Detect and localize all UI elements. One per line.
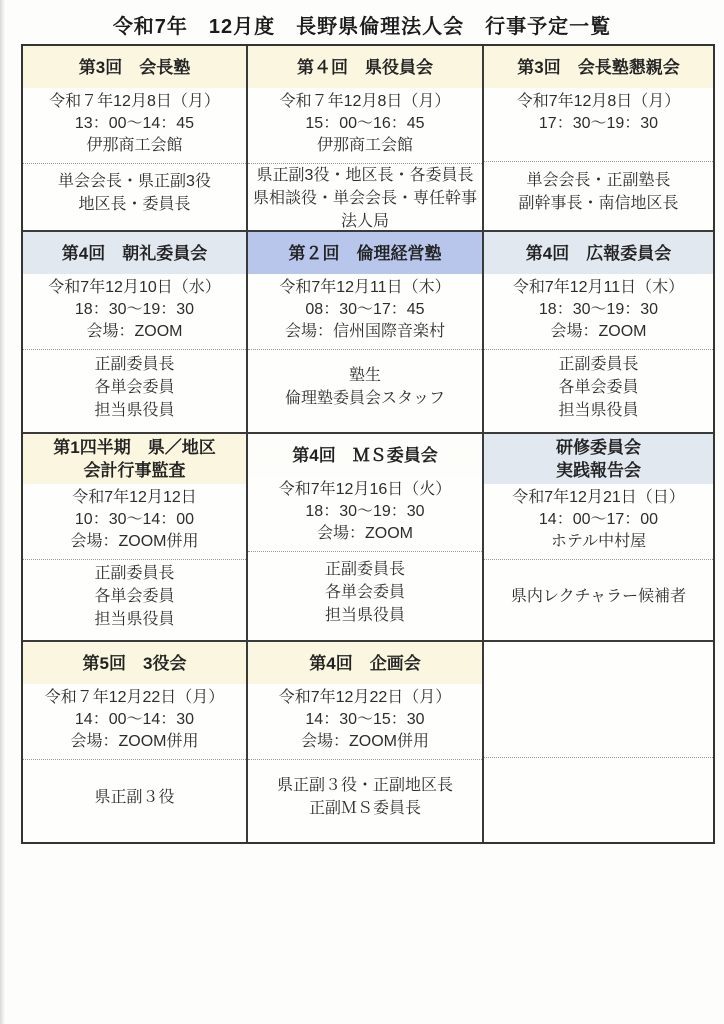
event-date: 令和７年12月22日（月） (44, 689, 225, 706)
event-schedule (484, 684, 713, 757)
event-cell (23, 232, 248, 434)
event-schedule (484, 484, 713, 559)
event-date: 令和7年12月11日（木） (512, 279, 685, 296)
event-upper-section (484, 434, 713, 560)
event-venue: 会場：ZOOM併用 (301, 733, 429, 750)
event-date: 令和7年12月21日（日） (512, 489, 685, 506)
participant-line: 正副ＭＳ委員長 (308, 800, 421, 817)
event-schedule (248, 476, 482, 551)
event-date: 令和7年12月10日（水） (48, 279, 221, 296)
event-title (484, 434, 713, 484)
event-title-line: 第5回 3役会 (82, 653, 187, 673)
event-venue: 伊那商工会館 (86, 137, 183, 154)
event-title (248, 434, 482, 476)
event-title (23, 642, 246, 684)
event-schedule (248, 88, 482, 163)
participant-line: 県正副３役・正副地区長 (276, 777, 453, 794)
event-date: 令和7年12月16日（火） (278, 481, 452, 498)
event-venue: 会場：ZOOM (317, 525, 413, 542)
event-participants (23, 560, 246, 640)
event-date: 令和7年12月8日（月） (516, 93, 681, 110)
event-cell (248, 46, 484, 232)
event-title-line: 第4回 企画会 (309, 653, 421, 673)
event-schedule (23, 484, 246, 559)
event-upper-section (23, 642, 246, 760)
event-title-line: 第４回 県役員会 (297, 57, 433, 77)
participant-line: 単会会長・県正副3役 (58, 173, 211, 190)
event-time: 15：00～16：45 (305, 115, 425, 132)
event-cell (484, 46, 713, 232)
event-date: 令和7年12月12日 (72, 489, 197, 506)
event-upper-section (248, 434, 482, 552)
event-schedule (23, 88, 246, 163)
event-upper-section (23, 46, 246, 164)
participant-line: 担当県役員 (94, 610, 175, 628)
event-participants (248, 760, 482, 842)
event-participants (248, 164, 482, 232)
event-venue: 会場：ZOOM併用 (70, 533, 199, 550)
event-participants (248, 350, 482, 432)
participant-line: 各単会委員 (94, 378, 175, 396)
document-title: 令和7年 12月度 長野県倫理法人会 行事予定一覧 (112, 16, 612, 38)
empty-cell (484, 642, 713, 842)
event-cell (23, 642, 248, 842)
event-schedule (484, 88, 713, 161)
event-schedule (248, 274, 482, 349)
event-participants (484, 162, 713, 230)
participant-line: 担当県役員 (94, 401, 175, 419)
participant-line: 各単会委員 (94, 587, 175, 605)
event-title-line: 第1四半期 県／地区 (53, 438, 216, 457)
event-time: 13：00～14：45 (74, 115, 195, 132)
participant-line: 県正副3役・地区長・各委員長 (256, 167, 474, 184)
event-time: 14：30～15：30 (305, 711, 425, 728)
event-time: 17：30～19：30 (538, 115, 659, 132)
event-participants (23, 164, 246, 230)
event-schedule (23, 684, 246, 759)
participant-line: 正副委員長 (558, 355, 639, 373)
event-title (23, 232, 246, 274)
event-cell (248, 232, 484, 434)
participant-line: 担当県役員 (558, 401, 639, 419)
event-cell (248, 642, 484, 842)
event-title-line: 研修委員会 (556, 438, 641, 457)
participant-line: 県内レクチャラー候補者 (510, 587, 687, 605)
participant-line: 単会会長・正副塾長 (526, 172, 671, 189)
event-cell (23, 46, 248, 232)
event-participants (23, 350, 246, 432)
event-title (484, 46, 713, 88)
event-title (23, 46, 246, 88)
event-title-line: 会計行事監査 (83, 461, 186, 480)
event-cell (484, 434, 713, 642)
participant-line: 県相談役・単会会長・専任幹事 (252, 190, 477, 207)
event-venue: 伊那商工会館 (316, 137, 413, 154)
event-upper-section (484, 46, 713, 162)
event-title (23, 434, 246, 484)
event-upper-section (484, 232, 713, 350)
event-participants (484, 560, 713, 640)
event-time: 08：30～17：45 (305, 301, 425, 318)
event-title (248, 232, 482, 274)
event-upper-section (23, 434, 246, 560)
event-time: 18：30～19：30 (74, 301, 195, 318)
event-time: 10：30～14：00 (74, 511, 195, 528)
event-title-line: 第4回 朝礼委員会 (61, 243, 208, 263)
event-title (248, 642, 482, 684)
event-participants (23, 760, 246, 842)
event-date: 令和７年12月8日（月） (279, 93, 451, 110)
participant-line: 副幹事長・南信地区長 (518, 195, 679, 212)
event-cell (248, 434, 484, 642)
event-date: 令和７年12月8日（月） (49, 93, 220, 110)
event-cell (23, 434, 248, 642)
event-upper-section (248, 232, 482, 350)
event-participants (484, 350, 713, 432)
event-title-line: 第3回 会長塾懇親会 (517, 57, 680, 77)
event-cell (484, 232, 713, 434)
participant-line: 各単会委員 (324, 583, 405, 601)
event-participants (484, 758, 713, 842)
participant-line: 正副委員長 (324, 560, 405, 578)
event-upper-section (248, 46, 482, 164)
event-time: 18：30～19：30 (305, 503, 425, 520)
event-title (484, 642, 713, 684)
event-title-line: 実践報告会 (556, 461, 641, 480)
participant-line: 各単会委員 (558, 378, 639, 396)
event-title (484, 232, 713, 274)
event-schedule (484, 274, 713, 349)
participant-line: 担当県役員 (324, 606, 405, 624)
participant-line: 地区長・委員長 (78, 196, 191, 213)
event-time: 14：00～17：00 (538, 511, 659, 528)
event-title-line: 第4回 ＭＳ委員会 (292, 445, 438, 465)
event-schedule (248, 684, 482, 759)
event-title-line: 第3回 会長塾 (78, 57, 191, 77)
event-date: 令和7年12月11日（木） (279, 279, 451, 296)
event-upper-section (248, 642, 482, 760)
schedule-table (21, 44, 715, 844)
event-title-line: 第4回 広報委員会 (525, 243, 672, 263)
participant-line: 正副委員長 (94, 355, 175, 373)
event-venue: 会場：ZOOM (86, 323, 183, 340)
event-upper-section (484, 642, 713, 758)
participant-line: 正副委員長 (94, 564, 175, 582)
participant-line: 県正副３役 (94, 788, 175, 806)
event-venue: ホテル中村屋 (550, 533, 647, 550)
event-participants (248, 552, 482, 640)
event-date: 令和7年12月22日（月） (278, 689, 452, 706)
participant-line: 法人局 (340, 213, 389, 230)
event-title-line: 第２回 倫理経営塾 (288, 243, 442, 263)
event-venue: 会場：ZOOM併用 (70, 733, 199, 750)
scan-edge-artifact (0, 0, 5, 1024)
event-upper-section (23, 232, 246, 350)
event-time: 14：00～14：30 (74, 711, 195, 728)
event-venue: 会場：信州国際音楽村 (284, 323, 445, 340)
participant-line: 倫理塾委員会スタッフ (284, 390, 445, 407)
event-time: 18：30～19：30 (538, 301, 659, 318)
participant-line: 塾生 (348, 367, 381, 384)
event-venue: 会場：ZOOM (550, 323, 647, 340)
event-title (248, 46, 482, 88)
event-schedule (23, 274, 246, 349)
